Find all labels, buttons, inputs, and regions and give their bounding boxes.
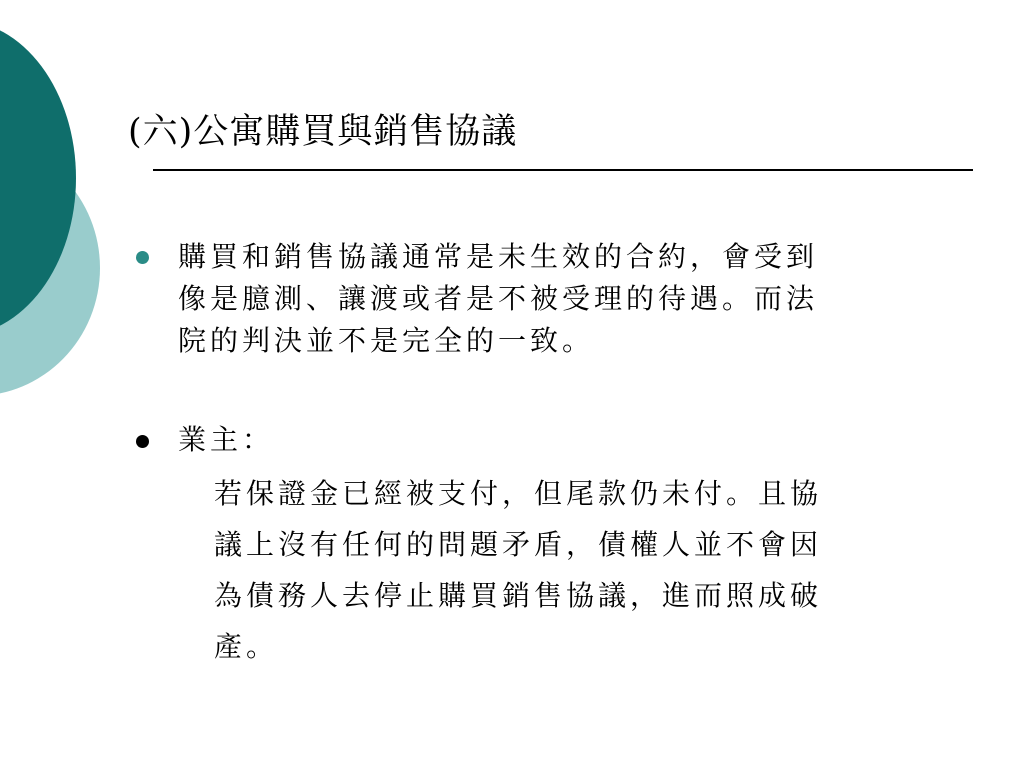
paragraph-line: 議上沒有任何的問題矛盾，債權人並不會因 xyxy=(214,528,823,561)
title-divider xyxy=(153,169,973,171)
bullet-paragraph-2 xyxy=(214,468,974,672)
bullet-dot-icon xyxy=(136,435,149,448)
bullet-paragraph-1 xyxy=(178,236,958,362)
paragraph-line: 購買和銷售協議通常是未生效的合約，會受到 xyxy=(178,240,819,273)
bullet-dot-icon xyxy=(136,251,149,264)
paragraph-line: 院的判決並不是完全的一致。 xyxy=(178,324,595,357)
paragraph-line: 產。 xyxy=(214,630,279,663)
paragraph-line: 若保證金已經被支付，但尾款仍未付。且協 xyxy=(214,477,823,510)
owner-label: 業主： xyxy=(178,423,275,456)
paragraph-line: 為債務人去停止購買銷售協議，進而照成破 xyxy=(214,579,823,612)
paragraph-line: 像是臆測、讓渡或者是不被受理的待遇。而法 xyxy=(178,282,819,315)
slide-title: (六)公寓購買與銷售協議 xyxy=(128,112,518,152)
